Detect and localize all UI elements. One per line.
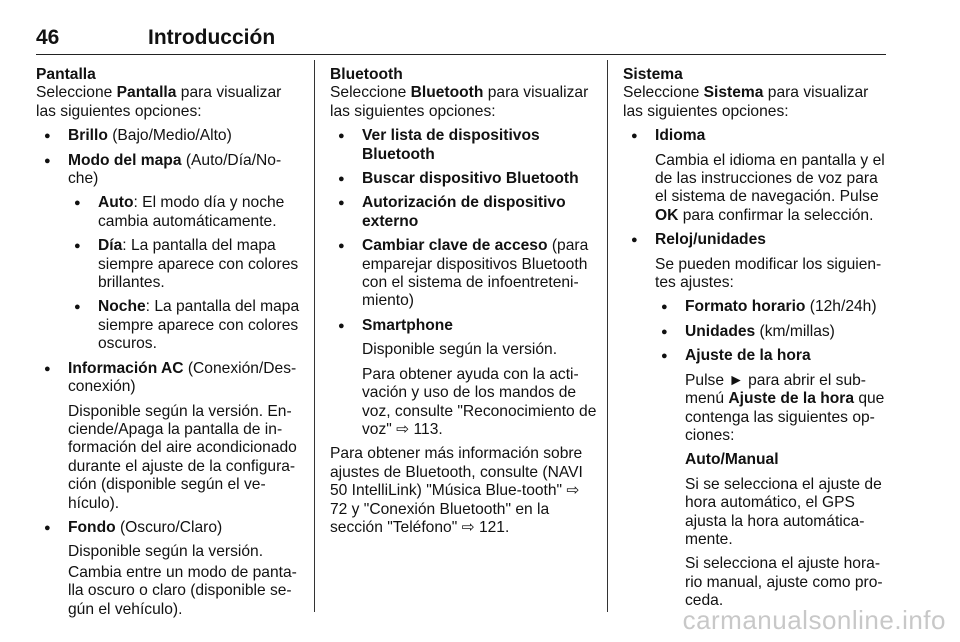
desc-part: que contenga las siguientes op-ciones: [685, 390, 885, 444]
intro-part: para visualizar las siguientes opciones: [36, 84, 282, 120]
page-header [36, 26, 886, 50]
column-bluetooth [330, 66, 598, 537]
list-item-reloj: ● Reloj/unidades [623, 231, 891, 249]
intro-part: para visualizar las siguientes opciones: [623, 84, 869, 120]
intro-text [36, 84, 304, 121]
item-text: (km/millas) [755, 322, 835, 340]
list-item-formato [623, 298, 891, 316]
item-label: Modo del mapa [68, 151, 182, 169]
intro-bold: Sistema [703, 84, 764, 102]
intro-bold: Bluetooth [410, 84, 484, 102]
header-rule [36, 54, 886, 55]
intro-part: Seleccione [623, 84, 704, 102]
fondo-description-2: Cambia entre un modo de panta-lla oscuro o claro (disponible se-gún el vehículo). [68, 563, 297, 618]
desc-part: Cambia el idioma en pantalla y el de las instrucciones de voz para el sistema de navegación. Pulse [655, 151, 885, 206]
column-pantalla [36, 66, 304, 619]
section-heading-pantalla: Pantalla [36, 66, 96, 83]
list-item-idioma: ● Idioma [623, 127, 891, 145]
desc-part: Pulse ► para abrir el sub-menú [685, 371, 866, 408]
list-item-auto [36, 194, 304, 231]
smartphone-description-1: Disponible según la versión. [362, 341, 558, 359]
list-item-dia [36, 237, 304, 292]
item-text: : La pantalla del mapa siempre aparece con colores oscuros. [98, 298, 300, 353]
list-item-buscar: ● Buscar dispositivo Bluetooth [330, 170, 598, 188]
desc-bold: OK [655, 206, 679, 224]
item-label: Día [98, 237, 123, 255]
auto-manual-label: Auto/Manual [685, 451, 779, 469]
item-label: Noche [98, 298, 146, 316]
page-title: Introducción [148, 26, 276, 49]
smartphone-description-2: Para obtener ayuda con la acti-vación y uso de los mandos de voz, consulte "Reconocimiento de voz" ⇨ 113. [362, 365, 597, 438]
intro-part: Seleccione [330, 84, 411, 102]
item-text: (para emparejar dispositivos Bluetooth con el sistema de infoentreteni-miento) [362, 237, 589, 310]
item-text: : El modo día y noche cambia automáticamente. [98, 194, 285, 230]
watermark: carmanualsonline.info [682, 605, 946, 635]
item-text: : La pantalla del mapa siempre aparece con colores brillantes. [98, 237, 299, 292]
list-item-brillo [36, 127, 304, 145]
list-item-fondo [36, 519, 304, 537]
desc-part: para confirmar la selección. [678, 206, 874, 224]
intro-text [330, 84, 598, 121]
list-item-autorizacion: ● Autorización de dispositivo externo [330, 194, 598, 231]
reloj-description: Se pueden modificar los siguien-tes ajustes: [655, 255, 882, 292]
section-heading-bluetooth: Bluetooth [330, 66, 403, 83]
intro-text [623, 84, 891, 121]
column-sistema [623, 66, 891, 611]
page-number: 46 [36, 26, 60, 49]
ajuste-description [623, 372, 891, 446]
list-item-ajuste: ● Ajuste de la hora [623, 347, 891, 365]
fondo-description-1: Disponible según la versión. [68, 543, 264, 561]
item-text: (Auto/Día/No-che) [68, 151, 282, 188]
item-text: (12h/24h) [805, 298, 877, 316]
item-label: Brillo [68, 127, 108, 145]
intro-part: para visualizar las siguientes opciones: [330, 84, 589, 120]
item-text: (Bajo/Medio/Alto) [107, 127, 232, 145]
info-ac-description: Disponible según la versión. En-ciende/Apaga la pantalla de in-formación del aire acondicionado durante el ajuste de la configura-ción (disponible según el ve-hículo). [68, 402, 297, 512]
intro-bold: Pantalla [116, 84, 177, 102]
list-item-unidades [623, 323, 891, 341]
item-text: (Conexión/Des-conexión) [68, 359, 297, 396]
list-item-info-ac [36, 360, 304, 397]
item-label: Formato horario [685, 298, 806, 316]
auto-description: Si se selecciona el ajuste de hora automático, el GPS ajusta la hora automática-mente. [685, 475, 882, 548]
item-text: (Oscuro/Claro) [115, 518, 223, 536]
item-label: Fondo [68, 518, 116, 536]
item-label: Cambiar clave de acceso [362, 237, 548, 255]
item-label: Información AC [68, 359, 184, 377]
list-item-smartphone: ● Smartphone [330, 317, 598, 335]
intro-part: Seleccione [36, 84, 117, 102]
desc-bold: Ajuste de la hora [728, 390, 854, 408]
list-item-modo-mapa [36, 152, 304, 189]
list-item-ver-lista: ● Ver lista de dispositivos Bluetooth [330, 127, 598, 164]
manual-description: Si selecciona el ajuste hora-rio manual, ajuste como pro-ceda. [685, 555, 883, 610]
idioma-description [623, 152, 891, 226]
column-divider-2 [607, 60, 608, 612]
bluetooth-paragraph: Para obtener más información sobre ajustes de Bluetooth, consulte (NAVI 50 IntelliLink) "Música Blue-tooth" ⇨ 72 y "Conexión Bluetooth" en la sección "Teléfono" ⇨ 121. [330, 445, 583, 536]
section-heading-sistema: Sistema [623, 66, 683, 83]
item-label: Unidades [685, 322, 756, 340]
column-divider-1 [314, 60, 315, 612]
list-item-cambiar-clave [330, 237, 598, 311]
list-item-noche [36, 298, 304, 353]
item-label: Auto [98, 194, 134, 212]
